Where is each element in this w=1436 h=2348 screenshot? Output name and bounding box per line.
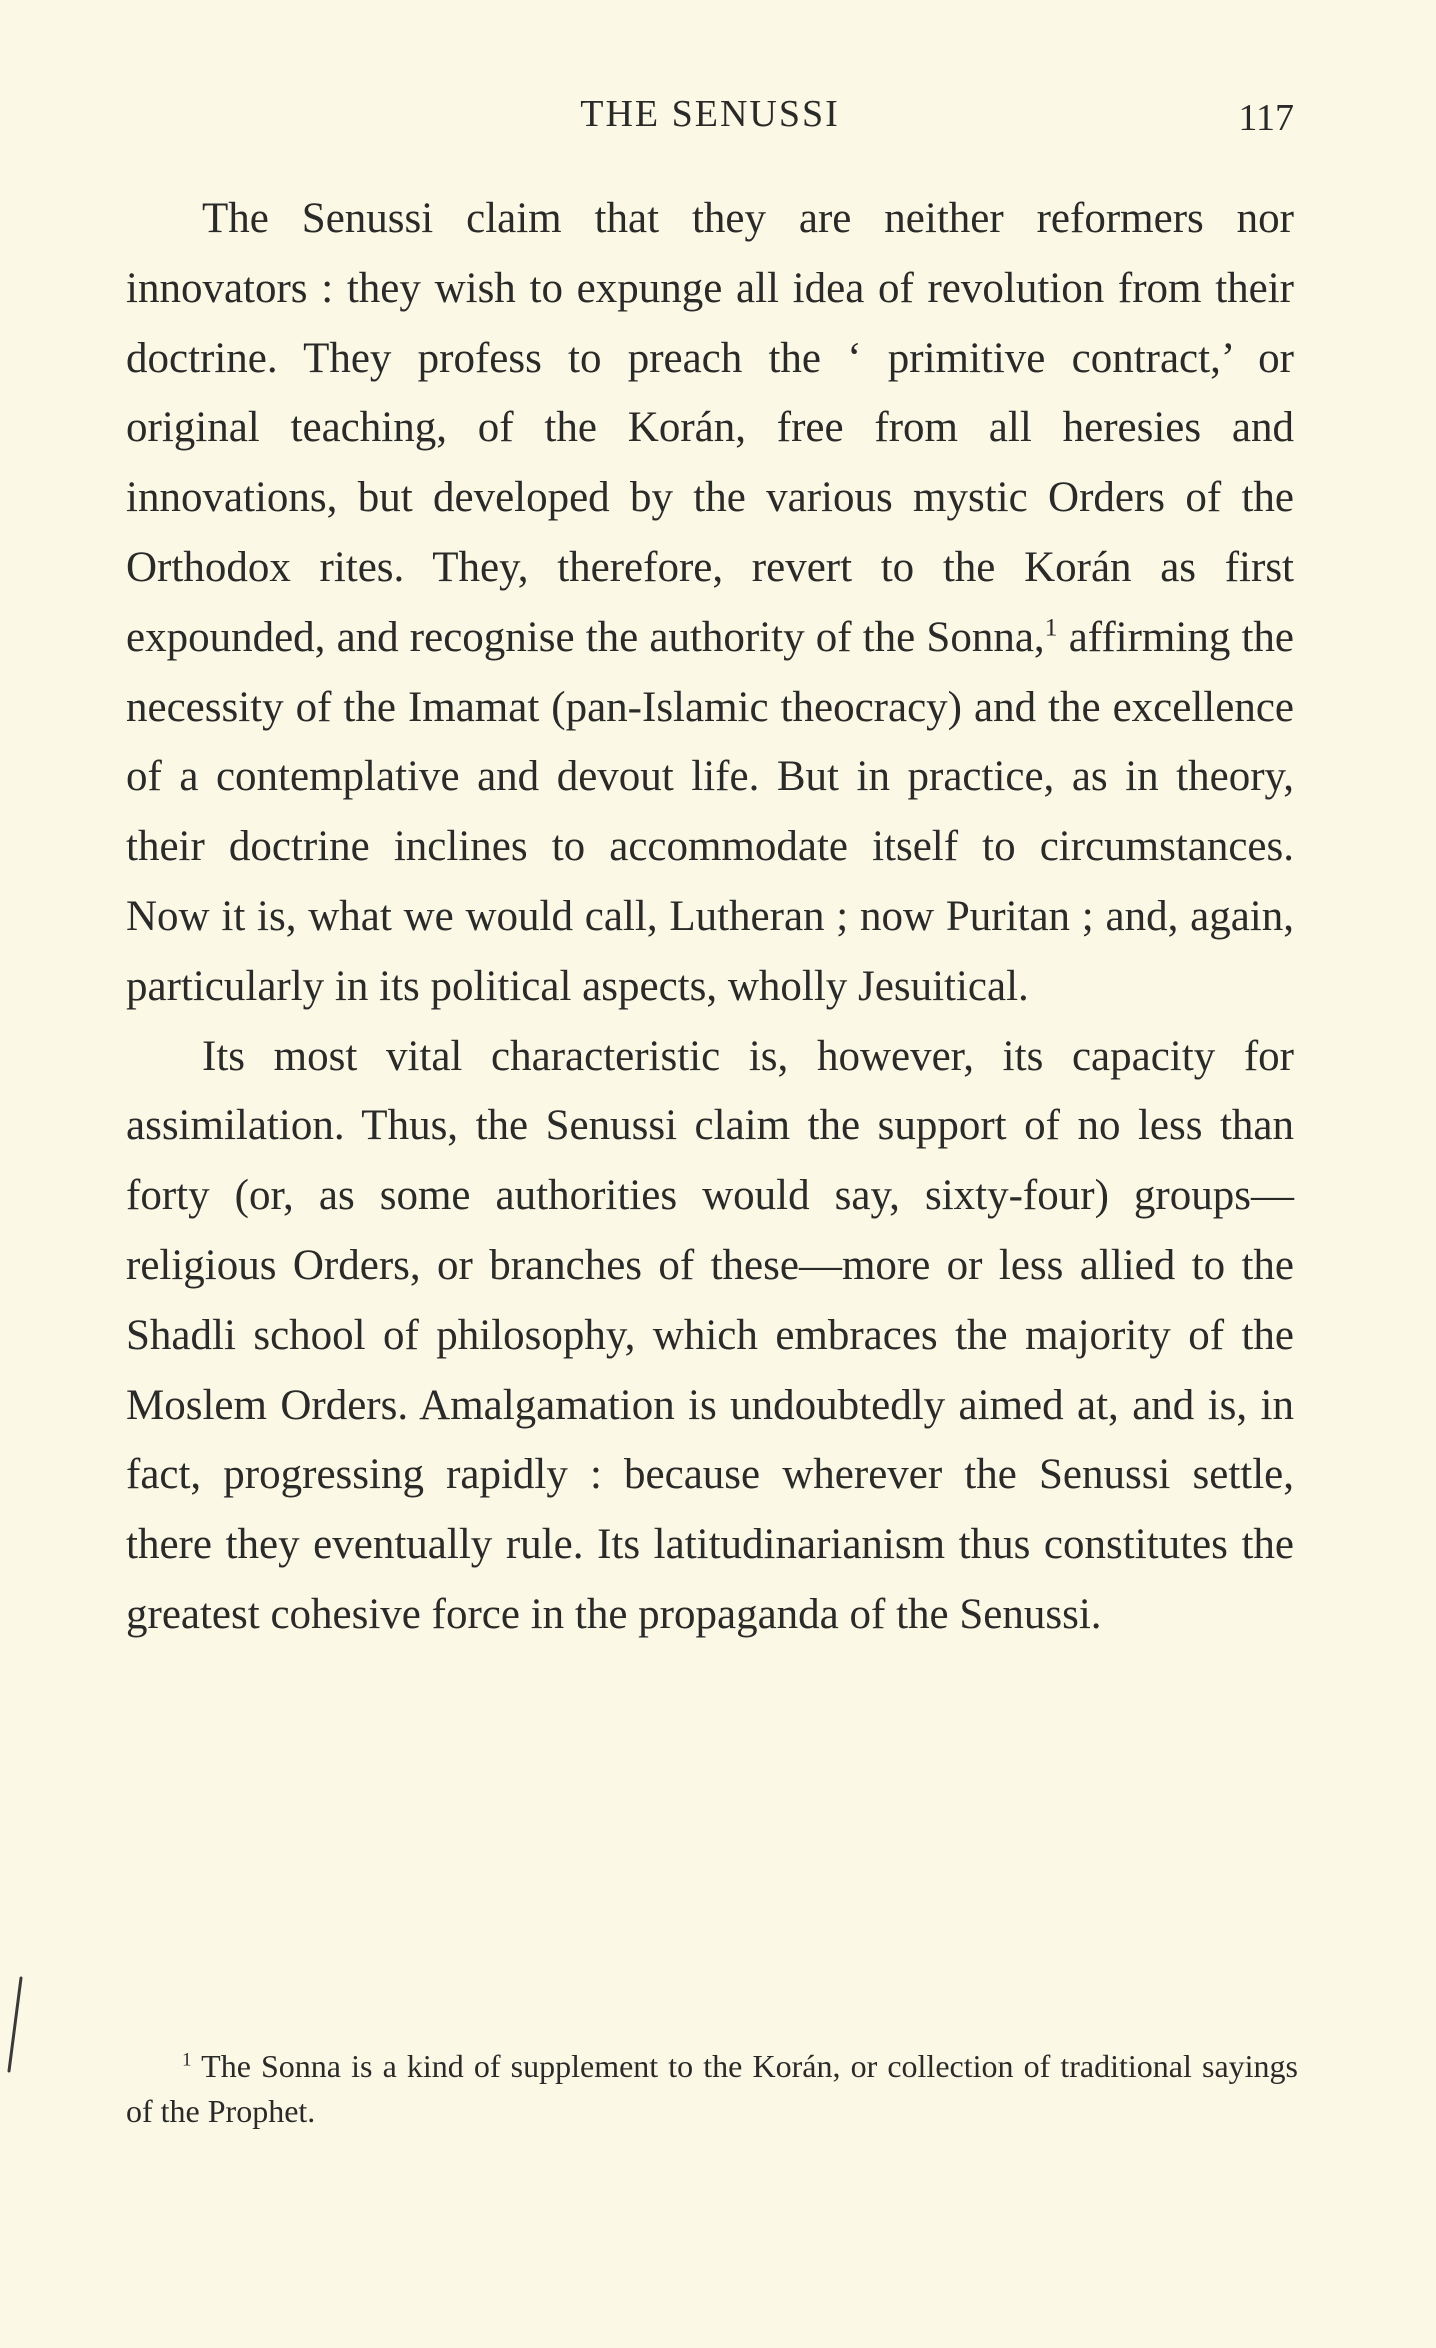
- paragraph-1: [126, 184, 1294, 1022]
- paragraph-2: [126, 1022, 1294, 1650]
- paragraph-2-text: Its most vital characteristic is, however, its capacity for assimilation. Thus, the Senussi claim the support of no less than forty (or, as some authorities would say, sixty-four) groups—religious Orders, or branches of these—more or less allied to the Shadli school of philosophy, which embraces the majority of the Moslem Orders. Amalgamation is undoubtedly aimed at, and is, in fact, progressing rapidly : because wherever the Senussi settle, there they eventually rule. Its latitudinarianism thus constitutes the greatest cohesive force in the propaganda of the Senussi.: [126, 1032, 1294, 1638]
- running-head: [126, 92, 1294, 148]
- running-title: THE SENUSSI: [580, 93, 840, 135]
- paragraph-1-text: The Senussi claim that they are neither reformers nor innovators : they wish to expunge all idea of revolution from their doctrine. They profess to preach the ‘ primitive contract,’ or original teaching, of the Korán, free from all heresies and innovations, but developed by the various mystic Orders of the Orthodox rites. They, therefore, revert to the Korán as first expounded, and recognise the authority of the Sonna,: [126, 195, 1294, 661]
- footnote: [126, 2044, 1298, 2134]
- footnote-text: The Sonna is a kind of supplement to the Korán, or collection of traditional sayings of the Prophet.: [126, 2048, 1299, 2129]
- pencil-mark: [4, 1976, 24, 2076]
- footnote-marker: 1: [182, 2049, 192, 2071]
- paragraph-1-text-continued: affirming the necessity of the Imamat (pan-Islamic theocracy) and the excellence of a contemplative and devout life. But in practice, as in theory, their doctrine inclines to accommodate itself to circumstances. Now it is, what we would call, Lutheran ; now Puritan ; and, again, particularly in its political aspects, wholly Jesuitical.: [126, 613, 1294, 1010]
- body-text: [126, 184, 1294, 1650]
- footnote-reference: 1: [1044, 612, 1058, 642]
- page-number: 117: [1238, 97, 1294, 139]
